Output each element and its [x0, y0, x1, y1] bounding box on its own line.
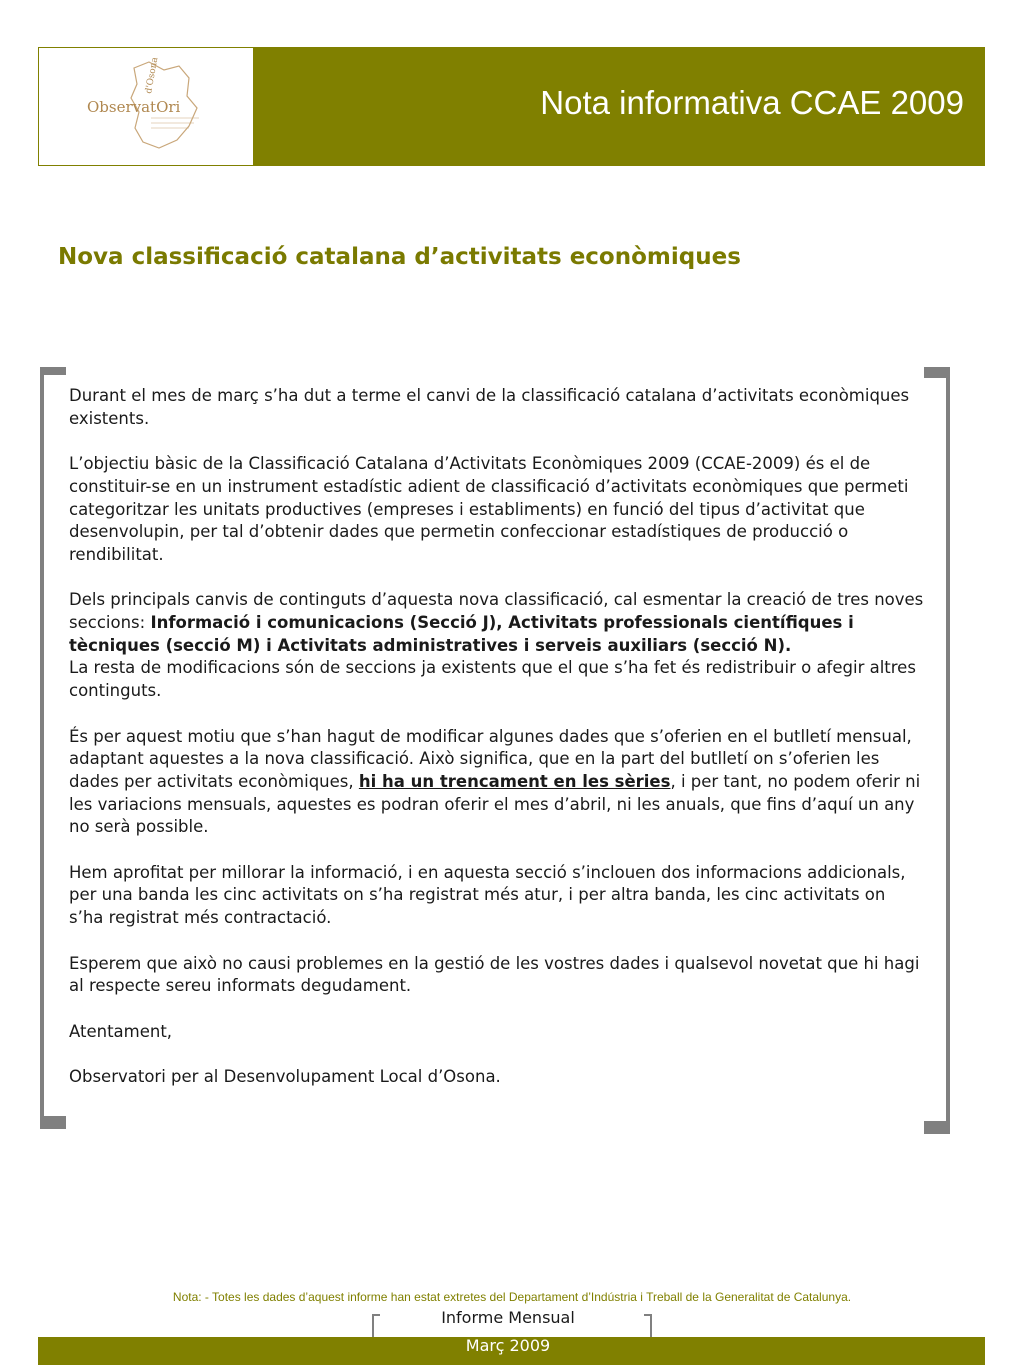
footer-bracket-right-tick [644, 1314, 652, 1316]
main-heading: Nova classificació catalana d’activitats econòmiques [58, 244, 741, 270]
paragraph-other-modifications: La resta de modificacions són de seccions ja existents que el que s’ha fet és redistribuir o afegir altres continguts. [69, 658, 916, 701]
frame-right-bottom-tick [924, 1121, 950, 1134]
observatori-logo-icon [39, 48, 253, 165]
source-footnote: Nota: - Totes les dades d’aquest informe han estat extretes del Departament d’Indústria i Treball de la Generalitat de Catalunya. [172, 1290, 852, 1304]
frame-left-bottom-tick [40, 1116, 66, 1129]
paragraph-changes [69, 589, 924, 657]
changes-intro: Dels principals canvis de continguts d’aquesta nova classificació, cal esmentar la creació de tres noves seccions: [69, 590, 924, 632]
letter-body [69, 385, 924, 1111]
signature: Observatori per al Desenvolupament Local d’Osona. [69, 1066, 501, 1086]
paragraph-improvements: Hem aprofitat per millorar la informació, i en aquesta secció s’inclouen dos informacions addicionals, per una banda les cinc activitats on s’ha registrat més atur, i per altra banda, les cinc activitats on s’ha registrat més contractació. [69, 862, 906, 928]
frame-right-top-tick [924, 367, 950, 378]
frame-left-top-tick [40, 367, 66, 375]
paragraph-data-impact [69, 726, 924, 840]
report-type-label: Informe Mensual [441, 1308, 575, 1327]
logo [38, 47, 254, 166]
new-sections: Informació i comunicacions (Secció J), Activitats professionals científiques i tècniques (secció M) i Activitats administratives i serveis auxiliars (secció N). [69, 613, 854, 655]
closing-salutation: Atentament, [69, 1021, 173, 1041]
paragraph-intro: Durant el mes de març s’ha dut a terme el canvi de la classificació catalana d’activitats econòmiques existents. [69, 386, 910, 428]
frame-left-bar [40, 367, 44, 1129]
paragraph-closing-note: Esperem que això no causi problemes en la gestió de les vostres dades i qualsevol novetat que hi hagi al respecte sereu informats degudament. [69, 953, 920, 996]
document-title: Nota informativa CCAE 2009 [540, 84, 964, 121]
paragraph-objective: L’objectiu bàsic de la Classificació Catalana d’Activitats Econòmiques 2009 (CCAE-2009) és el de constituir-se en un instrument estadístic adient de classificació d’activitats econòmiques que permeti categoritzar les unitats productives (empreses i establiments) en funció del tipus d’activitat que desenvolupin, per tal d’obtenir dades que permetin confeccionar estadístiques de producció o rendibilitat. [69, 454, 909, 564]
report-date: Març 2009 [465, 1336, 551, 1355]
series-break-link[interactable]: hi ha un trencament en les sèries [358, 771, 671, 791]
svg-text:ObservatOri: ObservatOri [87, 98, 181, 116]
frame-right-bar [946, 367, 950, 1134]
impact-text-b: , i per tant, no podem oferir ni les variacions mensuals, aquestes es podran oferir el mes d’abril, ni les anuals, que fins d’aquí un any no serà possible. [69, 771, 921, 837]
svg-text:d'Osona: d'Osona [144, 56, 161, 95]
impact-text-a: És per aquest motiu que s’han hagut de modificar algunes dades que s’oferien en el butlletí mensual, adaptant aquestes a la nova classificació. Això significa, que en la part del butlletí on s’oferien les dades per activitats econòmiques, [69, 726, 912, 791]
